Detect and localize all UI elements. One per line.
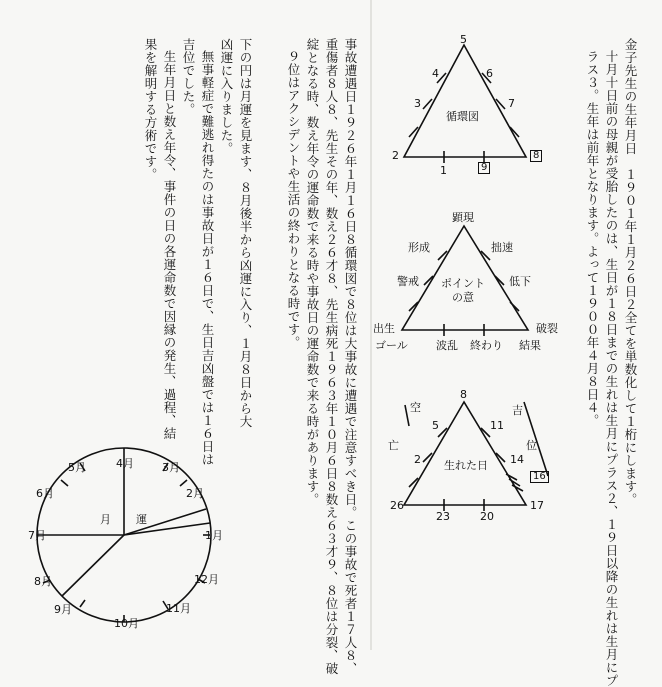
birthday-number: 23	[436, 510, 450, 523]
text-column: 金子先生の生年月日 １９０１年１月２６日２全てを単数化して１桁にします。	[623, 38, 638, 506]
text-column: 凶運に入りました。	[219, 38, 234, 155]
cycle-number: 2	[392, 149, 399, 162]
meaning-label: 警戒	[397, 275, 419, 288]
month-label: 6月	[36, 487, 54, 500]
meaning-label: 終わり	[470, 339, 503, 352]
text-column: 果を解明する方術です。	[143, 38, 158, 181]
text-column: 重傷者８人８、先生その年、数え２６才８、先生病死１９６３年１０月６日８数え６３才９、８位は分裂、破	[324, 38, 339, 675]
month-label: 9月	[54, 603, 72, 616]
birthday-number-boxed: 16	[530, 471, 549, 483]
birthday-number: 5	[432, 419, 439, 432]
cycle-number-boxed: 8	[530, 150, 542, 162]
month-label: 7月	[28, 529, 46, 542]
text-column: 生年月日と数え年令、事件の日の各運命数で因縁の発生、過程、結	[162, 50, 177, 440]
text-column: 下の円は月運を見ます、８月後半から凶運に入り、１月８日から大	[238, 38, 253, 428]
meaning-label: 形成	[408, 241, 430, 254]
text-column: 無事軽症で難逃れ得たのは事故日が１６日で、生日吉凶盤では１６日は	[200, 50, 215, 466]
birthday-label: 吉	[512, 404, 523, 417]
circle-word: 月	[100, 513, 111, 526]
birthday-number: 8	[460, 388, 467, 401]
meaning-label: 結果	[519, 339, 541, 352]
month-label: 4月	[116, 457, 134, 470]
text-column: ラス３。生年は前年となります。よって１９００年４月８日４。	[585, 50, 600, 427]
cycle-number: 1	[440, 164, 447, 177]
cycle-number-boxed: 9	[478, 162, 490, 174]
birthday-number: 20	[480, 510, 494, 523]
birthday-label: 空	[410, 401, 421, 414]
birthday-center: 生れた日	[444, 459, 488, 472]
meaning-label: 拙速	[491, 241, 513, 254]
meaning-label: ゴール	[375, 339, 408, 352]
cycle-diagram-title: 循環図	[446, 110, 479, 123]
birthday-number: 14	[510, 453, 524, 466]
meaning-center: の意	[452, 291, 474, 304]
text-column: 十月十日前の母親が受胎したのは、生日が１８日までの生れは生月にプラス２、１９日以降の生れは生月にプ	[604, 50, 619, 687]
birthday-number: 26	[390, 499, 404, 512]
month-label: 10月	[114, 617, 139, 630]
birthday-number: 17	[530, 499, 544, 512]
meaning-label: 出生	[373, 322, 395, 335]
month-label: 12月	[194, 573, 219, 586]
birthday-number: 2	[414, 453, 421, 466]
meaning-center: ポイント	[441, 277, 485, 290]
month-label: 5月	[68, 461, 86, 474]
birthday-label: 亡	[388, 439, 399, 452]
cycle-number: 7	[508, 97, 515, 110]
text-column: 吉位でした。	[181, 38, 196, 116]
text-column: 事故遭遇日１９２６年１月１６日８循環図で８位は大事故に遭遇で注意すべき日。この事故で死者１７人８、	[343, 38, 358, 675]
month-label: 1月	[205, 529, 223, 542]
cycle-number: 4	[432, 67, 439, 80]
birthday-number: 11	[490, 419, 504, 432]
text-column: ９位はアクシデントや生活の終わりとなる時です。	[286, 50, 301, 349]
meaning-label: 顕現	[452, 211, 474, 224]
circle-word: 運	[136, 513, 147, 526]
text-column: 綻となる時、数え年令の運命数で来る時や事故日の運命数で来る時があります。	[305, 38, 320, 506]
month-label: 8月	[34, 575, 52, 588]
cycle-number: 6	[486, 67, 493, 80]
meaning-label: 破裂	[536, 322, 558, 335]
meaning-label: 波乱	[436, 339, 458, 352]
birthday-label: 位	[526, 439, 537, 452]
birthday-triangle	[404, 402, 526, 505]
cycle-number: 3	[414, 97, 421, 110]
meaning-label: 低下	[509, 275, 531, 288]
month-label: 2月	[186, 487, 204, 500]
month-label: 11月	[166, 602, 191, 615]
cycle-number: 5	[460, 33, 467, 46]
month-label: 3月	[162, 461, 180, 474]
